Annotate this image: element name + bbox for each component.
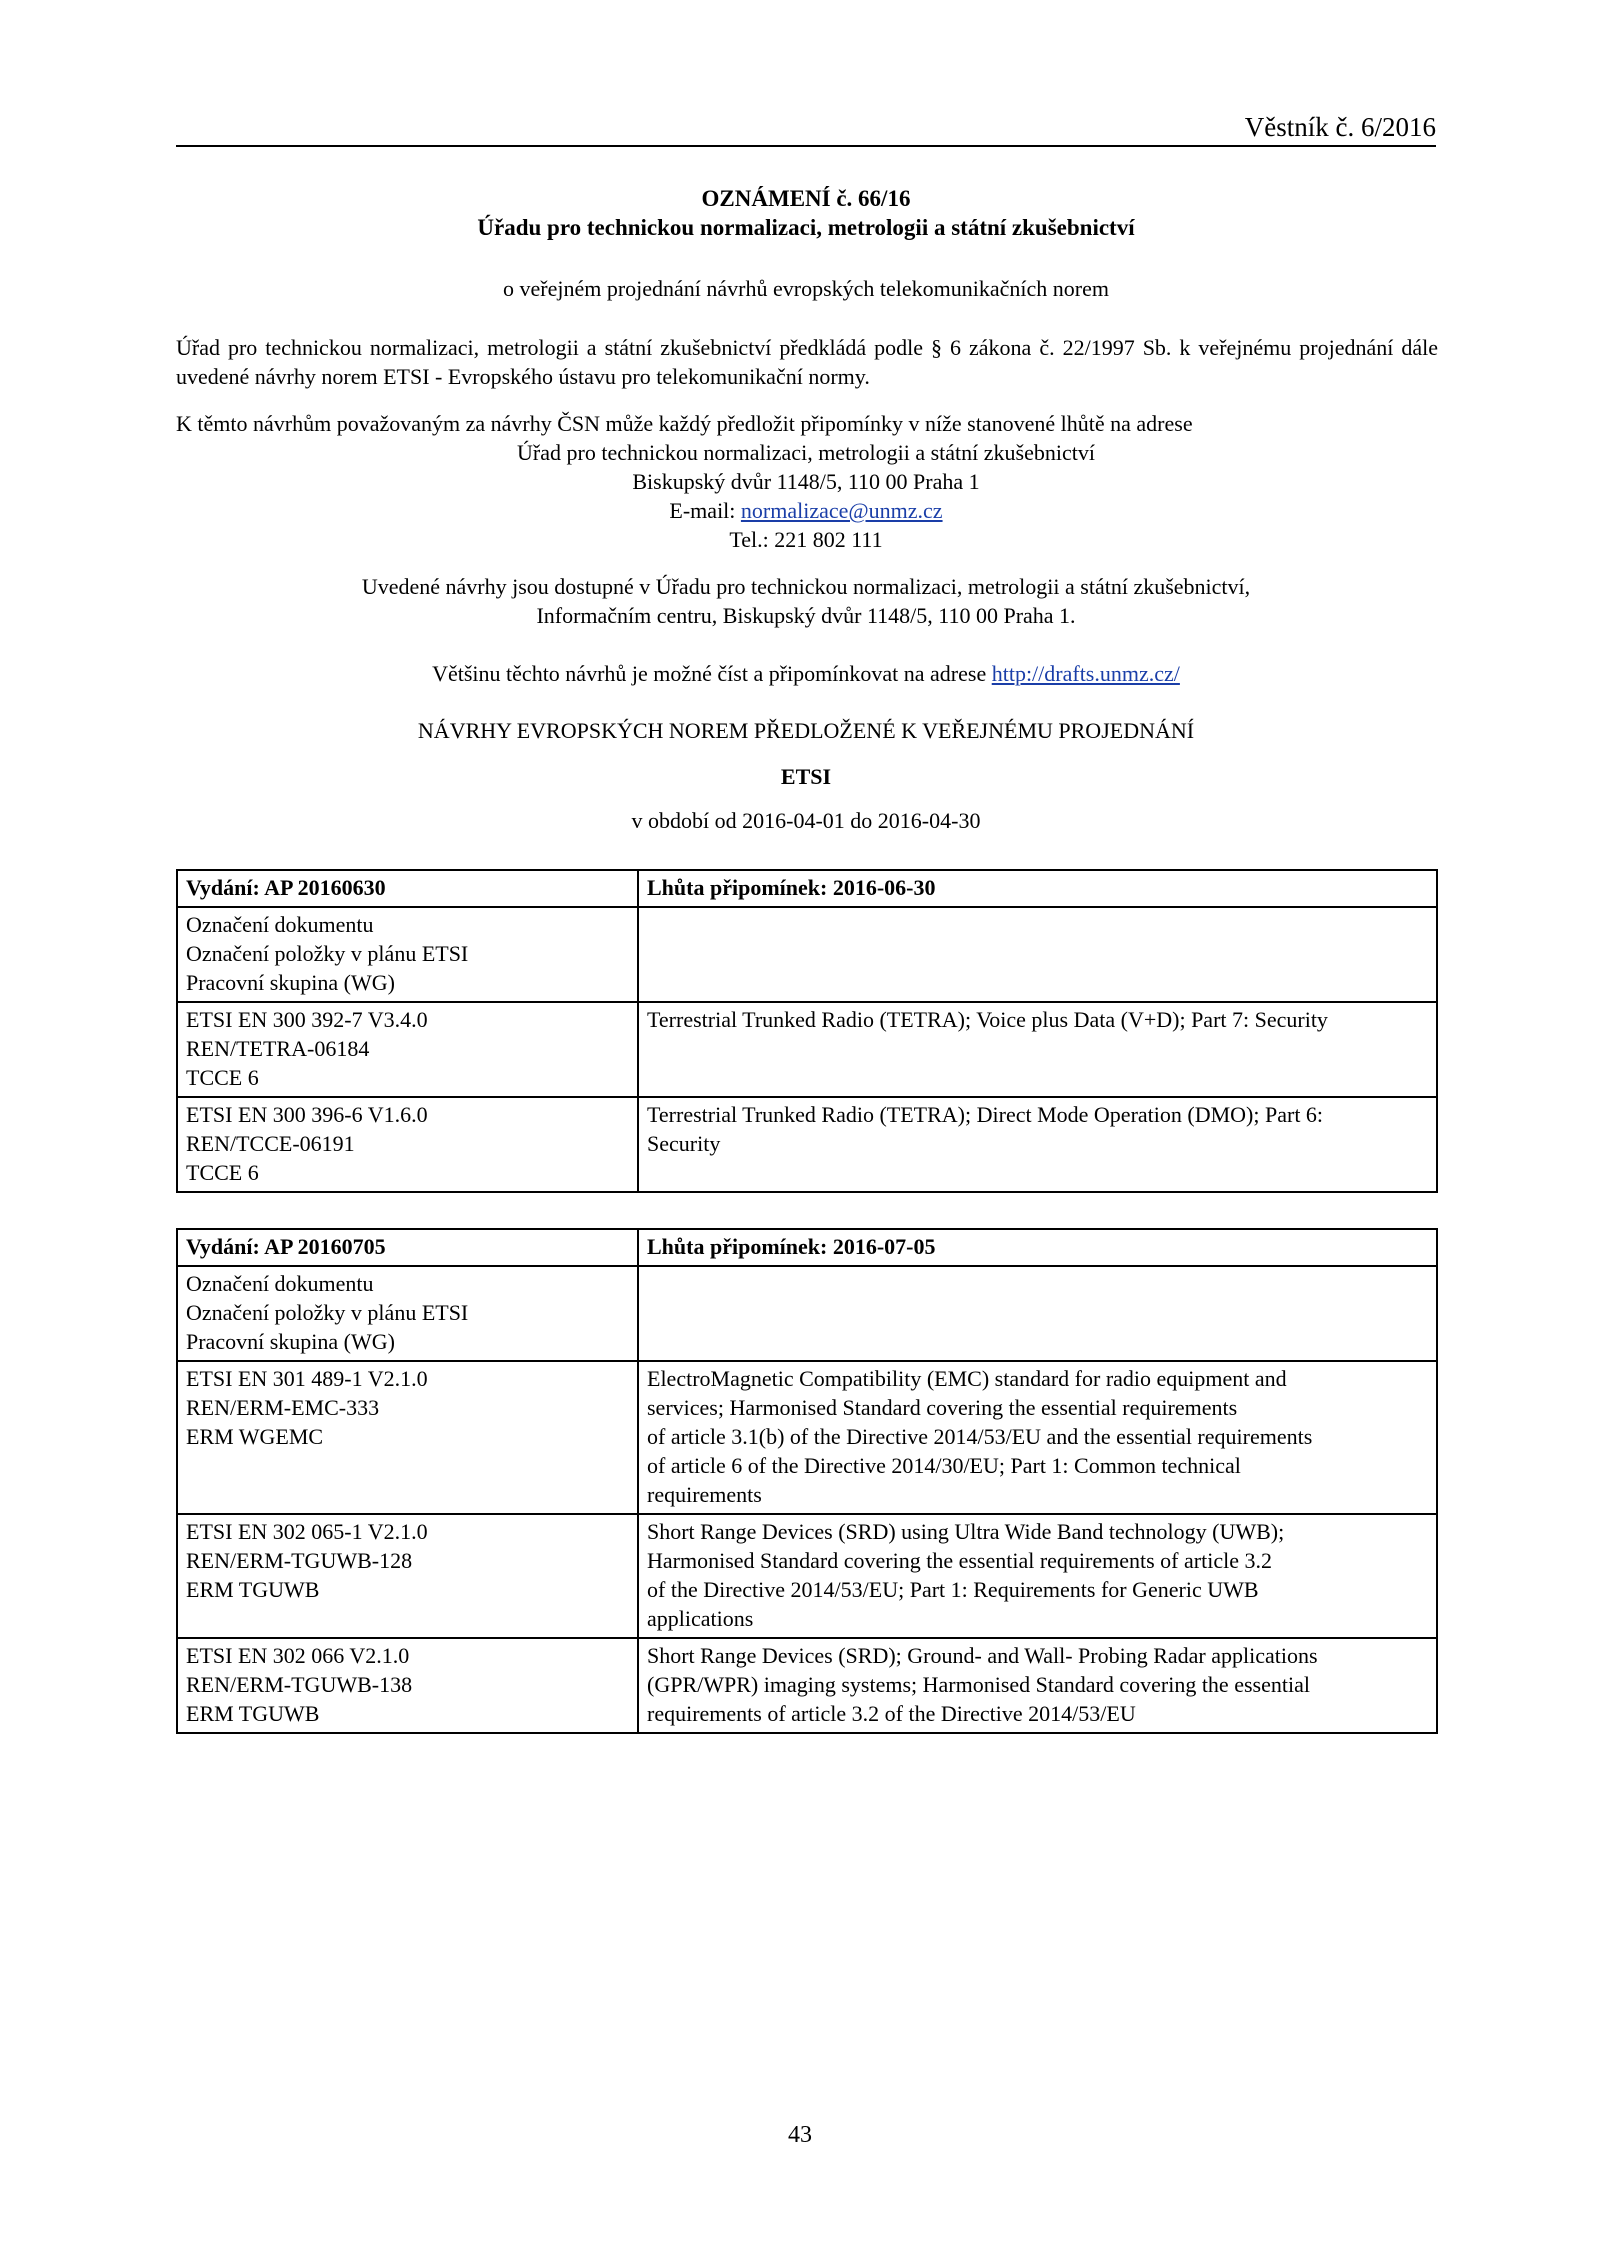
working-group: ERM TGUWB xyxy=(186,1701,320,1726)
title-line: of article 6 of the Directive 2014/30/EU; Part 1: Common technical xyxy=(647,1453,1241,1478)
drafts-link[interactable]: http://drafts.unmz.cz/ xyxy=(991,661,1180,686)
legend-doc-id: Označení dokumentu xyxy=(186,912,374,937)
title-line: Short Range Devices (SRD); Ground- and Wall- Probing Radar applications xyxy=(647,1643,1318,1668)
email-label: E-mail: xyxy=(669,498,741,523)
title-line: Terrestrial Trunked Radio (TETRA); Direct Mode Operation (DMO); Part 6: xyxy=(647,1102,1324,1127)
standard-id-cell xyxy=(177,1638,638,1733)
table-row xyxy=(177,1514,1437,1638)
legend-plan-item: Označení položky v plánu ETSI xyxy=(186,1300,469,1325)
working-group: ERM WGEMC xyxy=(186,1424,324,1449)
page-number: 43 xyxy=(788,2122,812,2148)
legend-empty-cell xyxy=(638,1266,1437,1361)
table-row xyxy=(177,1361,1437,1514)
title-line: requirements of article 3.2 of the Directive 2014/53/EU xyxy=(647,1701,1136,1726)
legend-row xyxy=(177,1266,1437,1361)
availability-line-1: Uvedené návrhy jsou dostupné v Úřadu pro technickou normalizaci, metrologii a státní zkušebnictví, xyxy=(361,574,1251,599)
header-rule xyxy=(176,145,1436,147)
notice-subtitle: Úřadu pro technickou normalizaci, metrologii a státní zkušebnictví xyxy=(477,215,1135,240)
plan-item-id: REN/ERM-TGUWB-128 xyxy=(186,1548,413,1573)
notice-topic: o veřejném projednání návrhů evropských telekomunikačních norem xyxy=(502,276,1110,301)
edition-cell: Vydání: AP 20160630 xyxy=(177,870,638,907)
working-group: ERM TGUWB xyxy=(186,1577,320,1602)
table-header-row xyxy=(177,1229,1437,1266)
working-group: TCCE 6 xyxy=(186,1065,259,1090)
table-row xyxy=(177,1638,1437,1733)
etsi-table-2 xyxy=(176,1228,1438,1734)
title-line: Terrestrial Trunked Radio (TETRA); Voice plus Data (V+D); Part 7: Security xyxy=(647,1007,1328,1032)
plan-item-id: REN/TCCE-06191 xyxy=(186,1131,355,1156)
email-line xyxy=(176,496,1436,525)
deadline-cell: Lhůta připomínek: 2016-07-05 xyxy=(638,1229,1437,1266)
address-line-2: Biskupský dvůr 1148/5, 110 00 Praha 1 xyxy=(632,469,980,494)
standard-id-cell xyxy=(177,1361,638,1514)
legend-empty-cell xyxy=(638,907,1437,1002)
standard-id-cell xyxy=(177,1514,638,1638)
standard-title-cell xyxy=(638,1002,1437,1097)
title-line: of the Directive 2014/53/EU; Part 1: Requirements for Generic UWB xyxy=(647,1577,1259,1602)
availability-line-2: Informačním centru, Biskupský dvůr 1148/5, 110 00 Praha 1. xyxy=(536,603,1076,628)
address-line-1: Úřad pro technickou normalizaci, metrologii a státní zkušebnictví xyxy=(517,440,1095,465)
intro-paragraph: Úřad pro technickou normalizaci, metrologii a státní zkušebnictví předkládá podle § 6 zákona č. 22/1997 Sb. k veřejnému projednání dále uvedené návrhy norem ETSI - Evropského ústavu pro telekomunikační normy. xyxy=(176,335,1438,389)
legend-cell xyxy=(177,907,638,1002)
document-id: ETSI EN 300 392-7 V3.4.0 xyxy=(186,1007,428,1032)
standard-id-cell xyxy=(177,1002,638,1097)
standard-title-cell xyxy=(638,1097,1437,1192)
document-id: ETSI EN 302 065-1 V2.1.0 xyxy=(186,1519,428,1544)
title-line: requirements xyxy=(647,1482,762,1507)
legend-working-group: Pracovní skupina (WG) xyxy=(186,1329,395,1354)
title-line: Security xyxy=(647,1131,721,1156)
document-id: ETSI EN 301 489-1 V2.1.0 xyxy=(186,1366,428,1391)
standard-title-cell xyxy=(638,1514,1437,1638)
drafts-text: Většinu těchto návrhů je možné číst a připomínkovat na adrese xyxy=(432,661,992,686)
section-heading: NÁVRHY EVROPSKÝCH NOREM PŘEDLOŽENÉ K VEŘEJNÉMU PROJEDNÁNÍ xyxy=(417,718,1195,743)
table-row xyxy=(177,1097,1437,1192)
title-line: of article 3.1(b) of the Directive 2014/53/EU and the essential requirements xyxy=(647,1424,1313,1449)
legend-row xyxy=(177,907,1437,1002)
bulletin-issue: Věstník č. 6/2016 xyxy=(1244,112,1436,142)
phone-line: Tel.: 221 802 111 xyxy=(729,527,883,552)
title-line: services; Harmonised Standard covering the essential requirements xyxy=(647,1395,1238,1420)
notice-title: OZNÁMENÍ č. 66/16 xyxy=(701,186,911,211)
document-id: ETSI EN 300 396-6 V1.6.0 xyxy=(186,1102,428,1127)
standard-id-cell xyxy=(177,1097,638,1192)
standard-title-cell xyxy=(638,1638,1437,1733)
plan-item-id: REN/TETRA-06184 xyxy=(186,1036,370,1061)
plan-item-id: REN/ERM-EMC-333 xyxy=(186,1395,380,1420)
deadline-cell: Lhůta připomínek: 2016-06-30 xyxy=(638,870,1437,907)
title-line: Short Range Devices (SRD) using Ultra Wide Band technology (UWB); xyxy=(647,1519,1285,1544)
etsi-table-1 xyxy=(176,869,1438,1193)
document-id: ETSI EN 302 066 V2.1.0 xyxy=(186,1643,410,1668)
drafts-line xyxy=(176,659,1436,688)
email-link[interactable]: normalizace@unmz.cz xyxy=(740,498,943,523)
period-line: v období od 2016-04-01 do 2016-04-30 xyxy=(631,808,981,833)
org-heading: ETSI xyxy=(780,764,832,789)
legend-plan-item: Označení položky v plánu ETSI xyxy=(186,941,469,966)
title-line: Harmonised Standard covering the essential requirements of article 3.2 xyxy=(647,1548,1272,1573)
title-line: applications xyxy=(647,1606,754,1631)
legend-working-group: Pracovní skupina (WG) xyxy=(186,970,395,995)
title-line: (GPR/WPR) imaging systems; Harmonised Standard covering the essential xyxy=(647,1672,1310,1697)
table-row xyxy=(177,1002,1437,1097)
legend-doc-id: Označení dokumentu xyxy=(186,1271,374,1296)
comments-line: K těmto návrhům považovaným za návrhy ČSN může každý předložit připomínky v níže stanovené lhůtě na adrese xyxy=(176,411,1193,436)
legend-cell xyxy=(177,1266,638,1361)
standard-title-cell xyxy=(638,1361,1437,1514)
edition-cell: Vydání: AP 20160705 xyxy=(177,1229,638,1266)
table-header-row xyxy=(177,870,1437,907)
plan-item-id: REN/ERM-TGUWB-138 xyxy=(186,1672,413,1697)
title-line: ElectroMagnetic Compatibility (EMC) standard for radio equipment and xyxy=(647,1366,1287,1391)
working-group: TCCE 6 xyxy=(186,1160,259,1185)
